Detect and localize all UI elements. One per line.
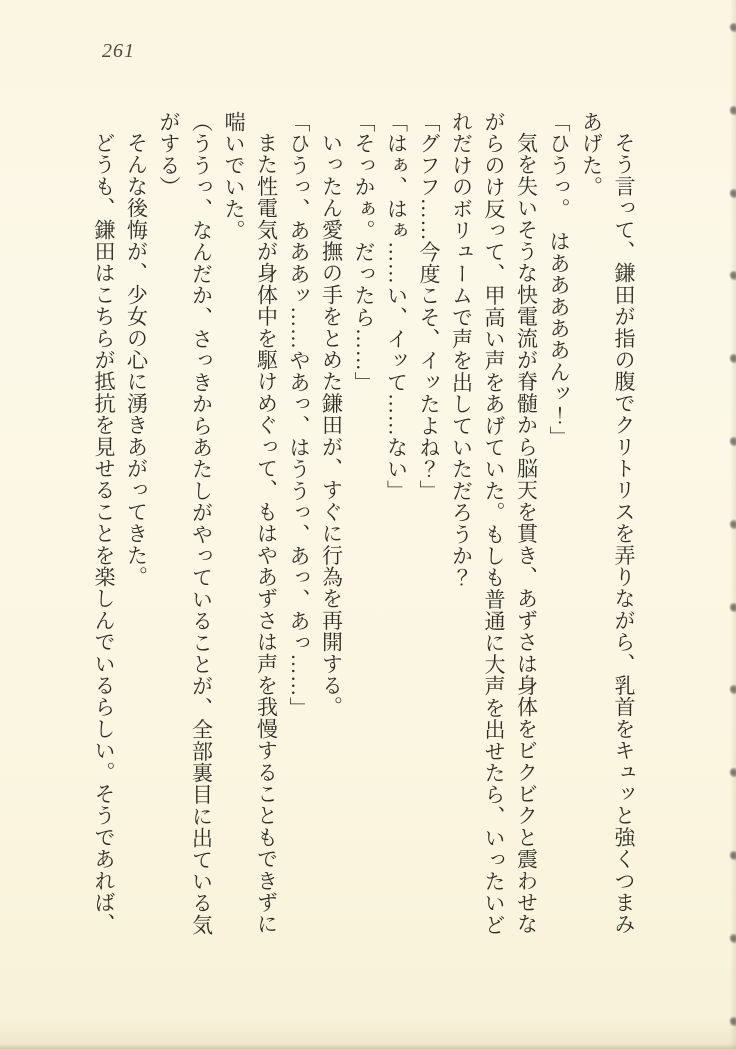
paragraph: また性電気が身体中を駆けめぐって、もはやあずさは声を我慢することもできずに喘いでいた。	[222, 111, 279, 935]
edge-mark	[727, 103, 736, 117]
edge-mark	[727, 186, 736, 200]
edge-mark	[727, 931, 736, 945]
edge-mark	[727, 517, 736, 531]
edge-mark	[727, 268, 736, 282]
paragraph: 「はぁ、はぁ……い、イッて……ない」	[384, 111, 409, 502]
page-number: 261	[102, 40, 135, 62]
edge-mark	[727, 434, 736, 448]
paragraph: （ううっ、なんだか、さっきからあたしがやっていることが、全部裏目に出ている気がする）	[157, 111, 214, 936]
paragraph: 「ひうっ。 はあああああんッ！」	[547, 111, 571, 448]
paragraph: そう言って、鎌田が指の腹でクリトリスを弄りながら、乳首をキュッと強くつまみあげた。	[579, 111, 636, 935]
paragraph: 「ひうっ、あああッ……やあっ、はううっ、あっ、あっ……」	[287, 111, 311, 719]
vertical-text-block	[88, 111, 641, 939]
paragraph: そんな後悔が、少女の心に湧きあがってきた。	[124, 132, 149, 588]
edge-mark	[727, 600, 736, 614]
edge-mark	[727, 20, 736, 34]
page-bottom-edge-shadow	[0, 1044, 736, 1049]
edge-mark	[727, 765, 736, 779]
paragraph: 「グフフ……今度こそ、イッたよね？」	[417, 111, 441, 502]
edge-mark	[727, 682, 736, 696]
paragraph: 「そっかぁ。だったら……」	[352, 111, 376, 394]
edge-mark	[727, 1014, 736, 1028]
paragraph: いったん愛撫の手をとめた鎌田が、すぐに行為を再開する。	[319, 132, 344, 718]
edge-mark	[727, 848, 736, 862]
paragraph: どうも、鎌田はこちらが抵抗を見せることを楽しんでいるらしい。そうであれば、	[92, 132, 116, 935]
edge-mark	[727, 351, 736, 365]
paragraph: 気を失いそうな快電流が脊髄から脳天を貫き、あずさは身体をビクビクと震わせながらのけ反って、甲高い声をあげていた。もしも普通に大声を出せたら、いったいどれだけのボリュームで声を出していただろうか？	[449, 111, 539, 936]
